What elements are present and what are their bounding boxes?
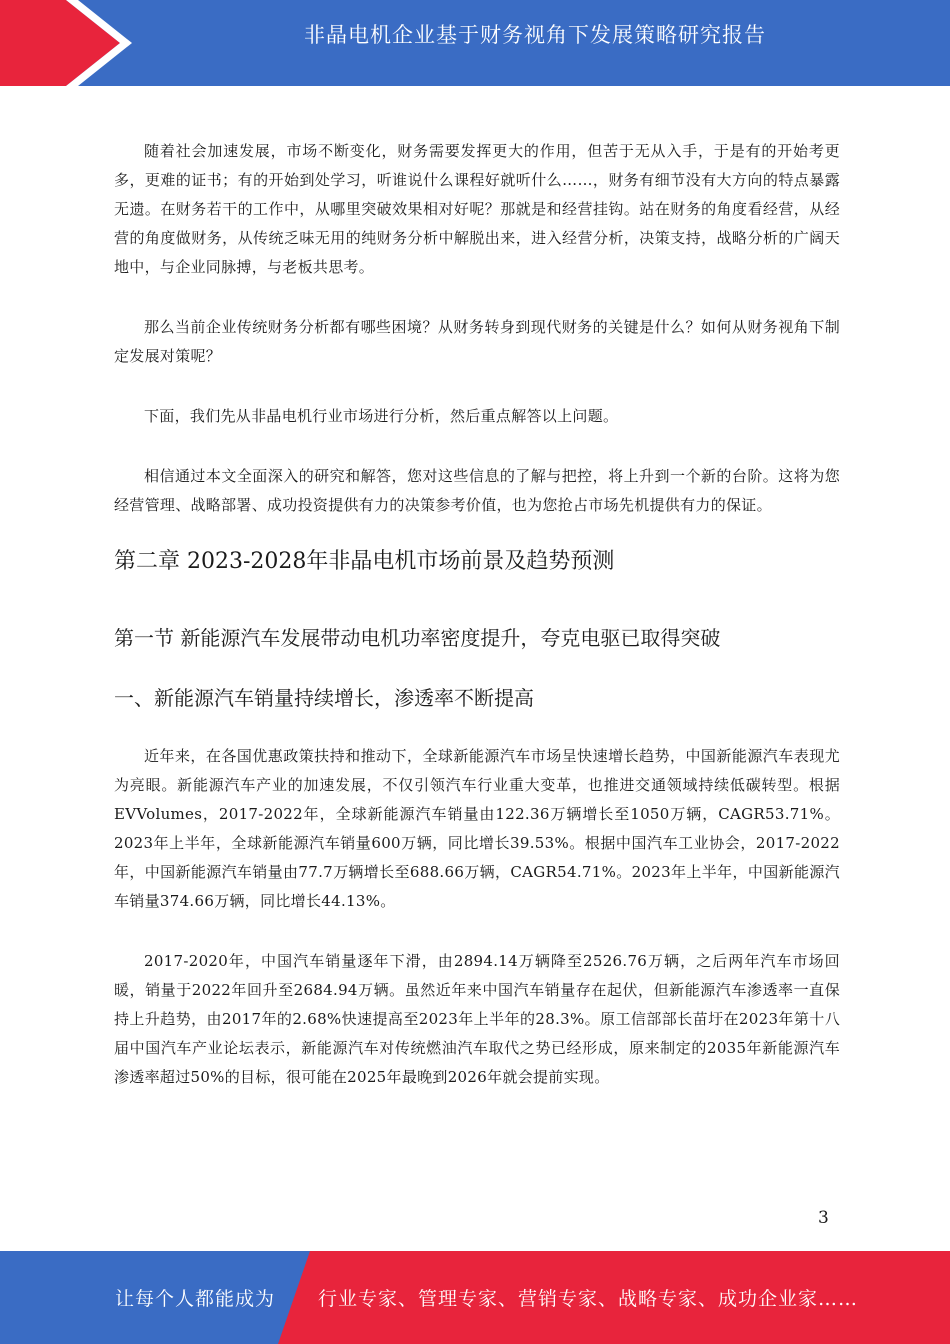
- body-paragraph-2: 2017-2020年，中国汽车销量逐年下滑，由2894.14万辆降至2526.76万辆，之后两年汽车市场回暖，销量于2022年回升至2684.94万辆。虽然近年来中国汽车销量存在起伏，但新能源汽车渗透率一直保持上升趋势，由2017年的2.68%快速提高至2023年上半年的28.3%。原工信部部长苗圩在2023年第十八届中国汽车产业论坛表示，新能源汽车对传统燃油汽车取代之势已经形成，原来制定的2035年新能源汽车渗透率超过50%的目标，很可能在2025年最晚到2026年就会提前实现。: [114, 952, 840, 1086]
- body-paragraph-1: 近年来，在各国优惠政策扶持和推动下，全球新能源汽车市场呈快速增长趋势，中国新能源汽车表现尤为亮眼。新能源汽车产业的加速发展，不仅引领汽车行业重大变革，也推进交通领域持续低碳转型。根据EVVolumes，2017-2022年，全球新能源汽车销量由122.36万辆增长至1050万辆，CAGR53.71%。2023年上半年，全球新能源汽车销量600万辆，同比增长39.53%。根据中国汽车工业协会，2017-2022年，中国新能源汽车销量由77.7万辆增长至688.66万辆，CAGR54.71%。2023年上半年，中国新能源汽车销量374.66万辆，同比增长44.13%。: [114, 747, 840, 910]
- footer-slogan-right: 行业专家、管理专家、营销专家、战略专家、成功企业家……: [318, 1288, 859, 1310]
- intro-paragraph-2: 那么当前企业传统财务分析都有哪些困境？从财务转身到现代财务的关键是什么？如何从财务视角下制定发展对策呢？: [114, 318, 840, 365]
- page-footer: [0, 1251, 950, 1344]
- intro-paragraph-3: 下面，我们先从非晶电机行业市场进行分析，然后重点解答以上问题。: [144, 407, 619, 425]
- page-header: [0, 0, 950, 86]
- document-body: [114, 137, 840, 1092]
- subsection-heading: 一、新能源汽车销量持续增长，渗透率不断提高: [114, 686, 534, 710]
- chapter-heading: 第二章 2023-2028年非晶电机市场前景及趋势预测: [114, 549, 615, 574]
- page-number: 3: [818, 1208, 829, 1228]
- footer-slogan-left: 让每个人都能成为: [115, 1288, 276, 1310]
- section-heading: 第一节 新能源汽车发展带动电机功率密度提升，夸克电驱已取得突破: [114, 626, 721, 650]
- intro-paragraph-4: 相信通过本文全面深入的研究和解答，您对这些信息的了解与把控，将上升到一个新的台阶。这将为您经营管理、战略部署、成功投资提供有力的决策参考价值，也为您抢占市场先机提供有力的保证。: [114, 467, 840, 514]
- intro-paragraph-1: 随着社会加速发展，市场不断变化，财务需要发挥更大的作用，但苦于无从入手，于是有的开始考更多，更难的证书；有的开始到处学习，听谁说什么课程好就听什么……，财务有细节没有大方向的特点暴露无遗。在财务若干的工作中，从哪里突破效果相对好呢？那就是和经营挂钩。站在财务的角度看经营，从经营的角度做财务，从传统乏味无用的纯财务分析中解脱出来，进入经营分析，决策支持，战略分析的广阔天地中，与企业同脉搏，与老板共思考。: [114, 142, 840, 276]
- report-title: 非晶电机企业基于财务视角下发展策略研究报告: [304, 23, 766, 47]
